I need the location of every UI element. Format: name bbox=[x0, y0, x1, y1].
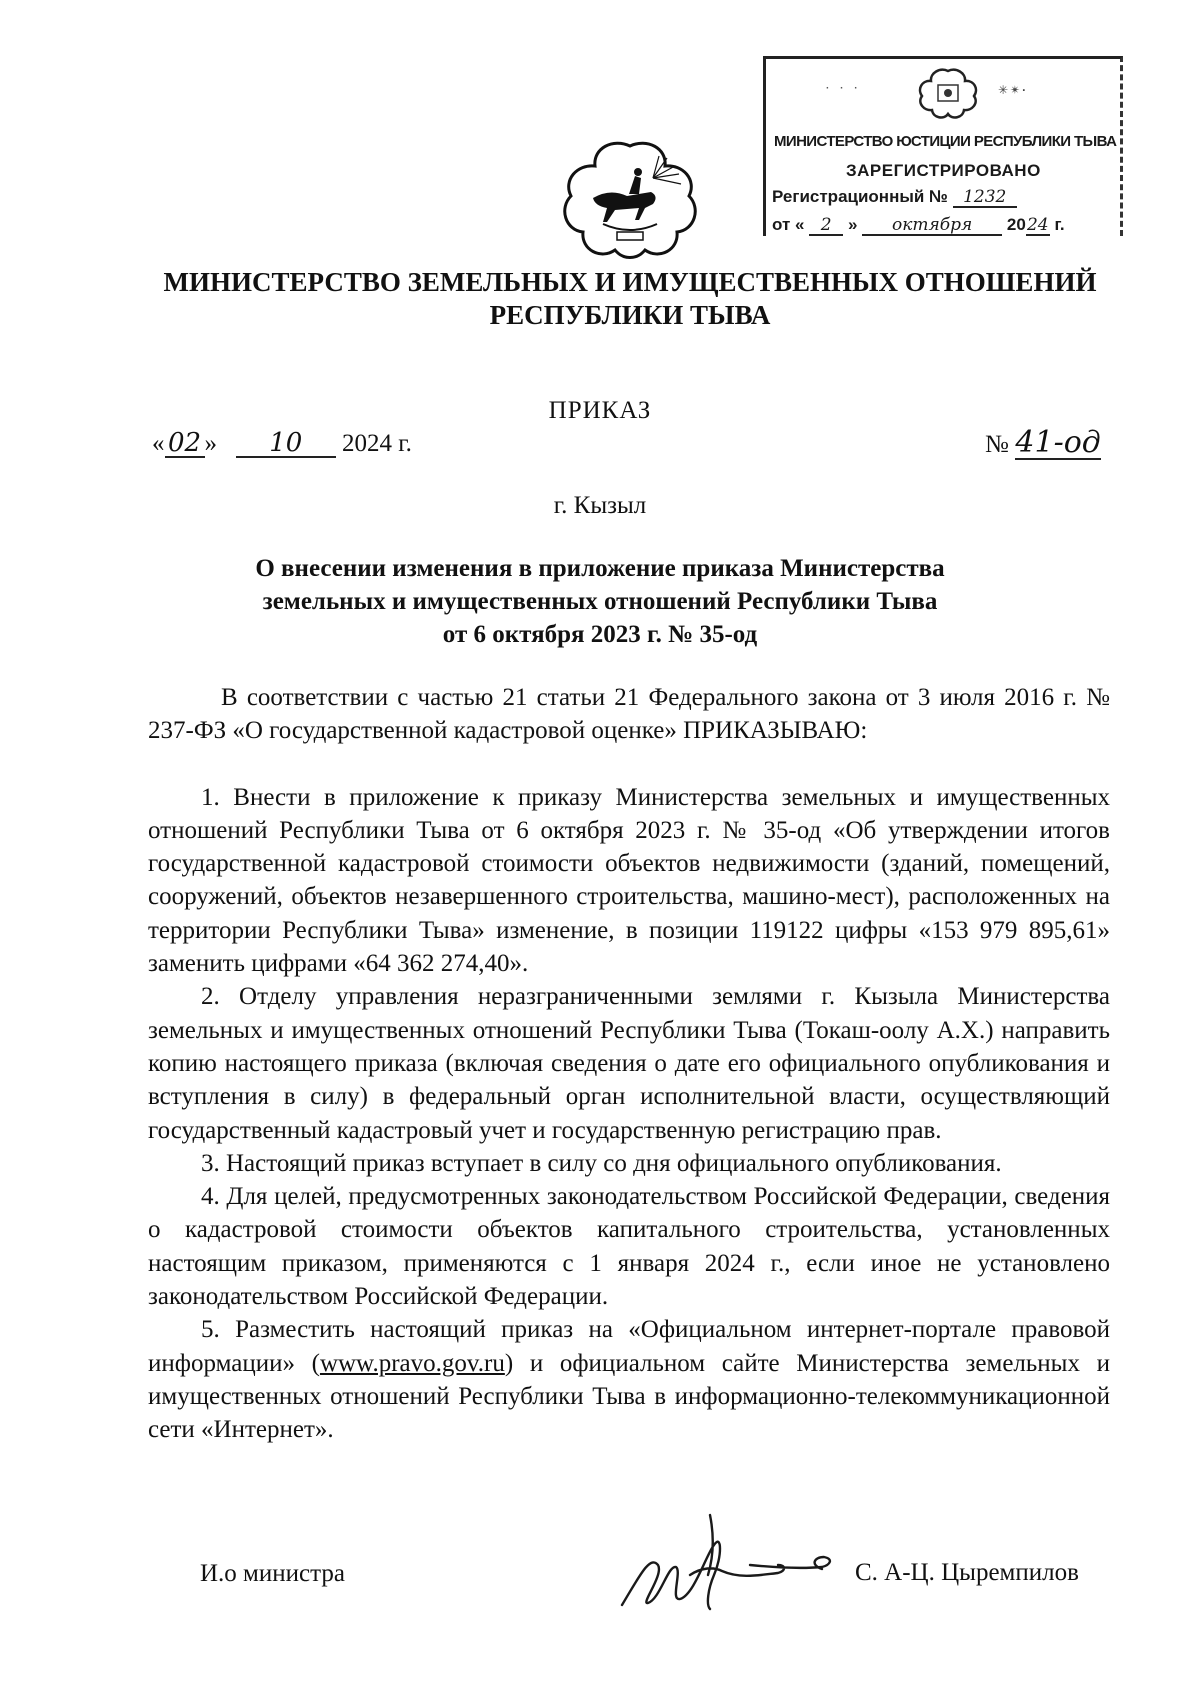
date-open-quote: « bbox=[152, 430, 165, 457]
stamp-noise: ✳✴· bbox=[998, 83, 1029, 97]
stamp-date-mid: » bbox=[847, 215, 858, 234]
tuva-coat-of-arms-icon bbox=[555, 140, 705, 260]
order-number bbox=[985, 425, 1101, 460]
document-body bbox=[148, 681, 1110, 1447]
number-label: № bbox=[985, 431, 1009, 458]
number-value: 41-од bbox=[1015, 425, 1101, 460]
stamp-date-year-suffix: 24 bbox=[1026, 215, 1049, 235]
order-item-3: 3. Настоящий приказ вступает в силу со дня официального опубликования. bbox=[201, 1149, 1002, 1177]
city: г. Кызыл bbox=[553, 492, 647, 519]
registration-stamp bbox=[763, 56, 1123, 236]
order-item-2: 2. Отделу управления неразграниченными землями г. Кызыла Министерства земельных и имущественных отношений Республики Тыва (Токаш-оолу А.Х.) направить копию настоящего приказа (включая сведения о дате его официального опубликования и вступления в силу) в федеральный орган исполнительной власти, осуществляющий государственный кадастровый учет и государственную регистрацию прав. bbox=[148, 983, 1110, 1144]
stamp-date-suffix: г. bbox=[1054, 215, 1065, 234]
document-title-line3: от 6 октября 2023 г. № 35-од bbox=[442, 621, 758, 648]
stamp-date-line bbox=[772, 215, 1065, 236]
stamp-status: ЗАРЕГИСТРИРОВАНО bbox=[846, 161, 1041, 180]
pravo-link[interactable]: www.pravo.gov.ru bbox=[319, 1349, 505, 1377]
item5-text-before: 5. Разместить настоящий приказ на «Официальном интернет-портале правовой информации» ( bbox=[148, 1316, 1110, 1377]
ministry-title bbox=[0, 266, 1200, 332]
order-item-5 bbox=[148, 1313, 1110, 1446]
document-title-line2: земельных и имущественных отношений Республики Тыва bbox=[262, 588, 938, 615]
order-item-4: 4. Для целей, предусмотренных законодательством Российской Федерации, сведения о кадастровой стоимости объектов капитального строительства, установленных настоящим приказом, применяются с 1 января 2024 г., если иное не установлено законодательством Российской Федерации. bbox=[148, 1183, 1110, 1311]
stamp-date-month: октября bbox=[862, 217, 1002, 236]
document-title bbox=[0, 552, 1200, 651]
order-item-1: 1. Внести в приложение к приказу Министерства земельных и имущественных отношений Республики Тыва от 6 октября 2023 г. № 35-од «Об утверждении итогов государственной кадастровой стоимости объектов недвижимости (зданий, помещений, сооружений, объектов незавершенного строительства, машино-мест), расположенных на территории Республики Тыва» изменение, в позиции 119122 цифры «153 979 895,61» заменить цифрами «64 362 274,40». bbox=[148, 783, 1110, 978]
item5-text-after: ) и официальном сайте Министерства земельных и имущественных отношений Республики Тыва в информационно-телекоммуникационной сети «Интернет». bbox=[148, 1349, 1110, 1444]
document-title-line1: О внесении изменения в приложение приказа Министерства bbox=[255, 555, 945, 582]
stamp-reg-line bbox=[772, 187, 1017, 208]
stamp-date-prefix: от « bbox=[772, 215, 805, 234]
stamp-date-day: 2 bbox=[809, 217, 843, 236]
signatory-name: С. А-Ц. Цыремпилов bbox=[855, 1559, 1079, 1586]
date-year: 2024 г. bbox=[342, 430, 412, 457]
justice-seal-icon bbox=[916, 67, 980, 119]
stamp-noise: · · · bbox=[826, 83, 862, 94]
date-close-quote: » bbox=[204, 430, 217, 457]
date-month: 10 bbox=[236, 430, 336, 458]
order-date bbox=[152, 430, 412, 458]
preamble-paragraph: В соответствии с частью 21 статьи 21 Федерального закона от 3 июля 2016 г. № 237-ФЗ «О государственной кадастровой оценке» ПРИКАЗЫВАЮ: bbox=[148, 684, 1110, 745]
signatory-role: И.о министра bbox=[200, 1560, 345, 1587]
stamp-date-year-prefix: 20 bbox=[1006, 215, 1026, 234]
date-day: 02 bbox=[165, 430, 205, 458]
stamp-reg-number: 1232 bbox=[953, 189, 1017, 208]
ministry-title-line2: РЕСПУБЛИКИ ТЫВА bbox=[489, 300, 771, 330]
handwritten-signature bbox=[610, 1505, 855, 1625]
ministry-title-line1: МИНИСТЕРСТВО ЗЕМЕЛЬНЫХ И ИМУЩЕСТВЕННЫХ ОТНОШЕНИЙ bbox=[163, 267, 1097, 297]
stamp-ministry: МИНИСТЕРСТВО ЮСТИЦИИ РЕСПУБЛИКИ ТЫВА bbox=[774, 133, 1117, 150]
stamp-reg-label: Регистрационный № bbox=[772, 187, 948, 206]
order-heading: ПРИКАЗ bbox=[548, 397, 652, 424]
